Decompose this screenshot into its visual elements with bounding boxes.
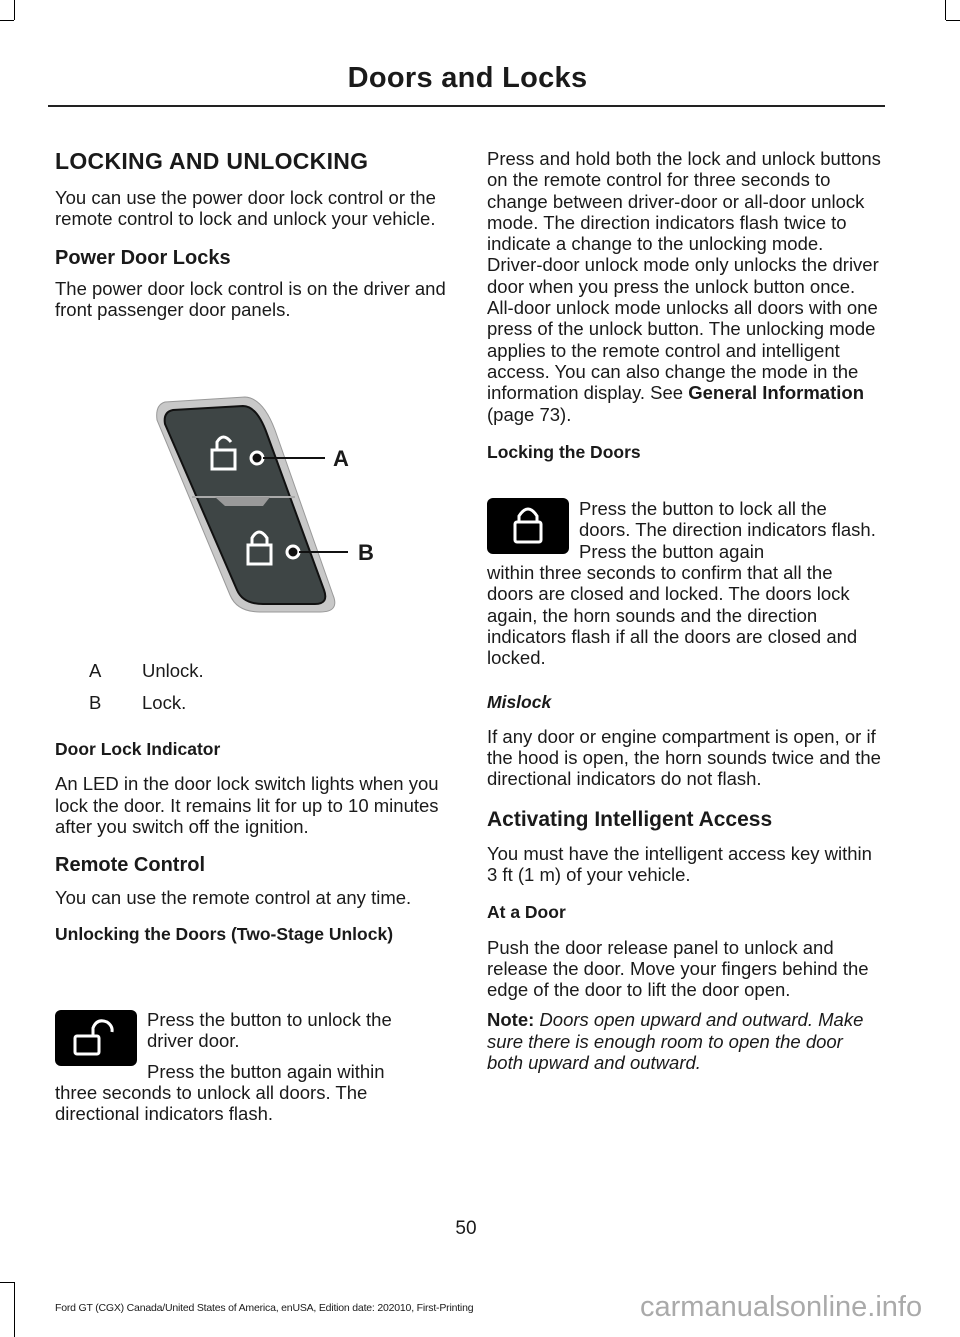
page-header-title: Doors and Locks bbox=[347, 62, 588, 94]
figure-label-b: B bbox=[358, 540, 374, 565]
legend-text-b: Lock. bbox=[142, 692, 187, 713]
lock-button-icon bbox=[487, 498, 569, 554]
left-column-lower bbox=[55, 739, 447, 946]
crop-mark bbox=[14, 1282, 15, 1337]
watermark: carmanualsonline.info bbox=[640, 1291, 923, 1323]
door-lock-indicator-heading: Door Lock Indicator bbox=[55, 739, 221, 759]
intelligent-access-paragraph: You must have the intelligent access key within 3 ft (1 m) of your vehicle. bbox=[487, 842, 872, 885]
note-label: Note: bbox=[487, 1009, 535, 1031]
lock-paragraph-a: Press the button to lock all the doors. The direction indicators flash. Press the button again bbox=[579, 498, 876, 562]
legend-text-a: Unlock. bbox=[142, 660, 204, 681]
mislock-paragraph: If any door or engine compartment is open, or if the hood is open, the horn sounds twice and the directional indicators do not flash. bbox=[487, 725, 881, 790]
section-heading: LOCKING AND UNLOCKING bbox=[55, 148, 369, 174]
page-number: 50 bbox=[455, 1218, 477, 1239]
unlock-mode-paragraph bbox=[487, 148, 882, 425]
unlock-paragraph-1: Press the button to unlock the driver door. bbox=[147, 1009, 392, 1052]
right-column-lower bbox=[487, 562, 882, 1073]
legend-key-a: A bbox=[89, 660, 102, 681]
intelligent-access-heading: Activating Intelligent Access bbox=[487, 807, 773, 831]
unlock-paragraph-2b: three seconds to unlock all doors. The directional indicators flash. bbox=[55, 1082, 368, 1125]
unlock-paragraph-2a: Press the button again within bbox=[147, 1061, 385, 1082]
right-column bbox=[487, 148, 882, 463]
figure-label-a: A bbox=[333, 446, 349, 471]
legend-key-b: B bbox=[89, 692, 102, 713]
unlock-button-icon bbox=[55, 1010, 137, 1066]
note-paragraph bbox=[487, 1009, 882, 1073]
crop-mark bbox=[946, 20, 960, 21]
at-a-door-heading: At a Door bbox=[487, 902, 566, 923]
power-door-locks-paragraph: The power door lock control is on the driver and front passenger door panels. bbox=[55, 277, 446, 320]
mislock-heading: Mislock bbox=[487, 692, 552, 713]
locking-doors-heading: Locking the Doors bbox=[487, 441, 641, 462]
lock-paragraph-b: within three seconds to confirm that all the doors are closed and locked. The doors lock again, the horn sounds and the direction indicators flash if all the doors are closed and locked. bbox=[487, 562, 858, 669]
power-door-locks-heading: Power Door Locks bbox=[55, 246, 231, 269]
unlock-mode-text: Press and hold both the lock and unlock buttons on the remote control for three seconds to change between driver-door or all-door unlock mode. The direction indicators flash twice to indicate a change to the unlocking mode. Driver-door unlock mode only unlocks the driver door when you press the unlock button once. All-door unlock mode unlocks all doors with one press of the unlock button. The unlocking mode applies to the remote control and intelligent access. You can also change the mode in the information display. See bbox=[487, 148, 881, 404]
left-column bbox=[55, 148, 447, 320]
door-lock-indicator-paragraph: An LED in the door lock switch lights when you lock the door. It remains lit for up to 10 minutes after you switch off the ignition. bbox=[55, 773, 439, 837]
edition-footer: Ford GT (CGX) Canada/United States of America, enUSA, Edition date: 202010, First-Printing bbox=[55, 1302, 474, 1314]
at-a-door-paragraph: Push the door release panel to unlock and release the door. Move your fingers behind the edge of the door to lift the door open. bbox=[487, 936, 869, 1001]
unlocking-doors-heading: Unlocking the Doors (Two-Stage Unlock) bbox=[55, 924, 394, 945]
note-text: Doors open upward and outward. Make sure there is enough room to open the door both upward and outward. bbox=[487, 1009, 864, 1074]
remote-control-paragraph: You can use the remote control at any time. bbox=[55, 887, 412, 909]
crop-mark bbox=[945, 0, 946, 20]
remote-control-heading: Remote Control bbox=[55, 854, 205, 877]
crop-mark bbox=[0, 20, 14, 21]
intro-paragraph: You can use the power door lock control or the remote control to lock and unlock your vehicle. bbox=[55, 187, 436, 230]
general-information-link[interactable]: General Information bbox=[688, 382, 864, 404]
crop-mark bbox=[14, 0, 15, 20]
header-rule bbox=[48, 105, 885, 107]
page-reference: (page 73). bbox=[487, 403, 572, 425]
door-lock-switch-figure bbox=[145, 390, 395, 620]
crop-mark bbox=[0, 1282, 14, 1283]
